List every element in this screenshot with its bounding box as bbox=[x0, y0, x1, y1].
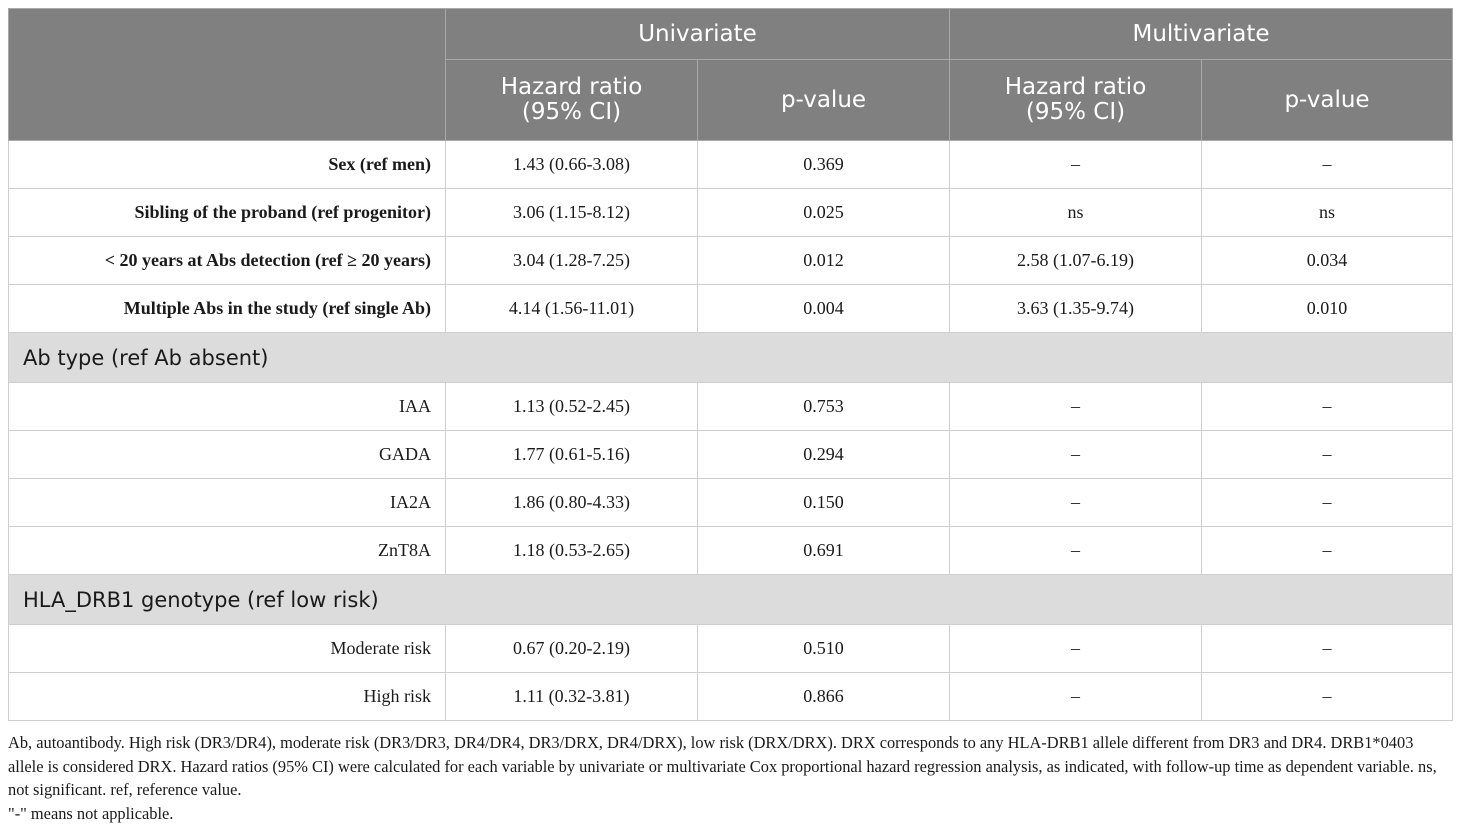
multivariate-pvalue: – bbox=[1202, 673, 1453, 721]
row-label: Moderate risk bbox=[9, 625, 446, 673]
univariate-pvalue: 0.510 bbox=[698, 625, 950, 673]
row-label: IA2A bbox=[9, 479, 446, 527]
row-label: Sex (ref men) bbox=[9, 141, 446, 189]
header-hr-line2: (95% CI) bbox=[521, 99, 622, 125]
table-row bbox=[9, 431, 1453, 479]
univariate-hr: 0.67 (0.20-2.19) bbox=[446, 625, 698, 673]
footnote-note: "-" means not applicable. bbox=[8, 803, 174, 823]
row-label: < 20 years at Abs detection (ref ≥ 20 years) bbox=[9, 237, 446, 285]
header-univariate: Univariate bbox=[446, 9, 950, 60]
table-row bbox=[9, 673, 1453, 721]
multivariate-hr: – bbox=[950, 431, 1202, 479]
group-title: Ab type (ref Ab absent) bbox=[9, 333, 1453, 383]
hazard-ratio-table bbox=[8, 8, 1453, 721]
header-multivariate-hazard-ratio bbox=[950, 60, 1202, 141]
multivariate-hr: – bbox=[950, 625, 1202, 673]
multivariate-hr: 2.58 (1.07-6.19) bbox=[950, 237, 1202, 285]
multivariate-pvalue: – bbox=[1202, 383, 1453, 431]
multivariate-hr: – bbox=[950, 527, 1202, 575]
univariate-hr: 1.86 (0.80-4.33) bbox=[446, 479, 698, 527]
multivariate-pvalue: – bbox=[1202, 527, 1453, 575]
table-row bbox=[9, 479, 1453, 527]
multivariate-hr: – bbox=[950, 673, 1202, 721]
header-multivariate: Multivariate bbox=[950, 9, 1453, 60]
multivariate-pvalue: – bbox=[1202, 625, 1453, 673]
header-row-groups bbox=[9, 9, 1453, 60]
multivariate-pvalue: – bbox=[1202, 141, 1453, 189]
univariate-pvalue: 0.025 bbox=[698, 189, 950, 237]
multivariate-hr: – bbox=[950, 383, 1202, 431]
univariate-pvalue: 0.691 bbox=[698, 527, 950, 575]
header-univariate-hazard-ratio bbox=[446, 60, 698, 141]
univariate-hr: 3.04 (1.28-7.25) bbox=[446, 237, 698, 285]
univariate-pvalue: 0.369 bbox=[698, 141, 950, 189]
row-label: GADA bbox=[9, 431, 446, 479]
multivariate-hr: – bbox=[950, 479, 1202, 527]
multivariate-pvalue: – bbox=[1202, 479, 1453, 527]
univariate-hr: 3.06 (1.15-8.12) bbox=[446, 189, 698, 237]
header-hr-line1: Hazard ratio bbox=[500, 74, 643, 100]
group-title: HLA_DRB1 genotype (ref low risk) bbox=[9, 575, 1453, 625]
multivariate-hr: 3.63 (1.35-9.74) bbox=[950, 285, 1202, 333]
row-label: High risk bbox=[9, 673, 446, 721]
group-row-ab-type bbox=[9, 333, 1453, 383]
univariate-pvalue: 0.004 bbox=[698, 285, 950, 333]
multivariate-pvalue: 0.034 bbox=[1202, 237, 1453, 285]
univariate-hr: 1.18 (0.53-2.65) bbox=[446, 527, 698, 575]
table-row bbox=[9, 189, 1453, 237]
univariate-hr: 4.14 (1.56-11.01) bbox=[446, 285, 698, 333]
table-row bbox=[9, 141, 1453, 189]
multivariate-pvalue: – bbox=[1202, 431, 1453, 479]
row-label: Multiple Abs in the study (ref single Ab) bbox=[9, 285, 446, 333]
multivariate-hr: – bbox=[950, 141, 1202, 189]
header-hr-line1: Hazard ratio bbox=[1004, 74, 1147, 100]
results-table-container bbox=[8, 8, 1452, 721]
row-label: ZnT8A bbox=[9, 527, 446, 575]
univariate-hr: 1.43 (0.66-3.08) bbox=[446, 141, 698, 189]
group-row-hla-genotype bbox=[9, 575, 1453, 625]
table-row bbox=[9, 383, 1453, 431]
table-row bbox=[9, 527, 1453, 575]
univariate-hr: 1.13 (0.52-2.45) bbox=[446, 383, 698, 431]
footnote-text: Ab, autoantibody. High risk (DR3/DR4), moderate risk (DR3/DR3, DR4/DR4, DR3/DRX, DR4/DRX), low risk (DRX/DRX). DRX corresponds to any HLA-DRB1 allele different from DR3 and DR4. DRB1*0403 allele is considered DRX. Hazard ratios (95% CI) were calculated for each variable by univariate or multivariate Cox proportional hazard regression analysis, as indicated, with follow-up time as dependent variable. ns, not significant. ref, reference value. bbox=[8, 733, 1437, 799]
univariate-pvalue: 0.294 bbox=[698, 431, 950, 479]
multivariate-hr: ns bbox=[950, 189, 1202, 237]
header-empty-cell bbox=[9, 9, 446, 141]
row-label: Sibling of the proband (ref progenitor) bbox=[9, 189, 446, 237]
row-label: IAA bbox=[9, 383, 446, 431]
univariate-pvalue: 0.866 bbox=[698, 673, 950, 721]
table-row bbox=[9, 285, 1453, 333]
table-footnote bbox=[8, 731, 1452, 825]
univariate-pvalue: 0.150 bbox=[698, 479, 950, 527]
multivariate-pvalue: 0.010 bbox=[1202, 285, 1453, 333]
univariate-pvalue: 0.753 bbox=[698, 383, 950, 431]
multivariate-pvalue: ns bbox=[1202, 189, 1453, 237]
table-row bbox=[9, 237, 1453, 285]
table-row bbox=[9, 625, 1453, 673]
univariate-hr: 1.77 (0.61-5.16) bbox=[446, 431, 698, 479]
univariate-hr: 1.11 (0.32-3.81) bbox=[446, 673, 698, 721]
header-univariate-pvalue: p-value bbox=[698, 60, 950, 141]
header-hr-line2: (95% CI) bbox=[1025, 99, 1126, 125]
header-multivariate-pvalue: p-value bbox=[1202, 60, 1453, 141]
univariate-pvalue: 0.012 bbox=[698, 237, 950, 285]
